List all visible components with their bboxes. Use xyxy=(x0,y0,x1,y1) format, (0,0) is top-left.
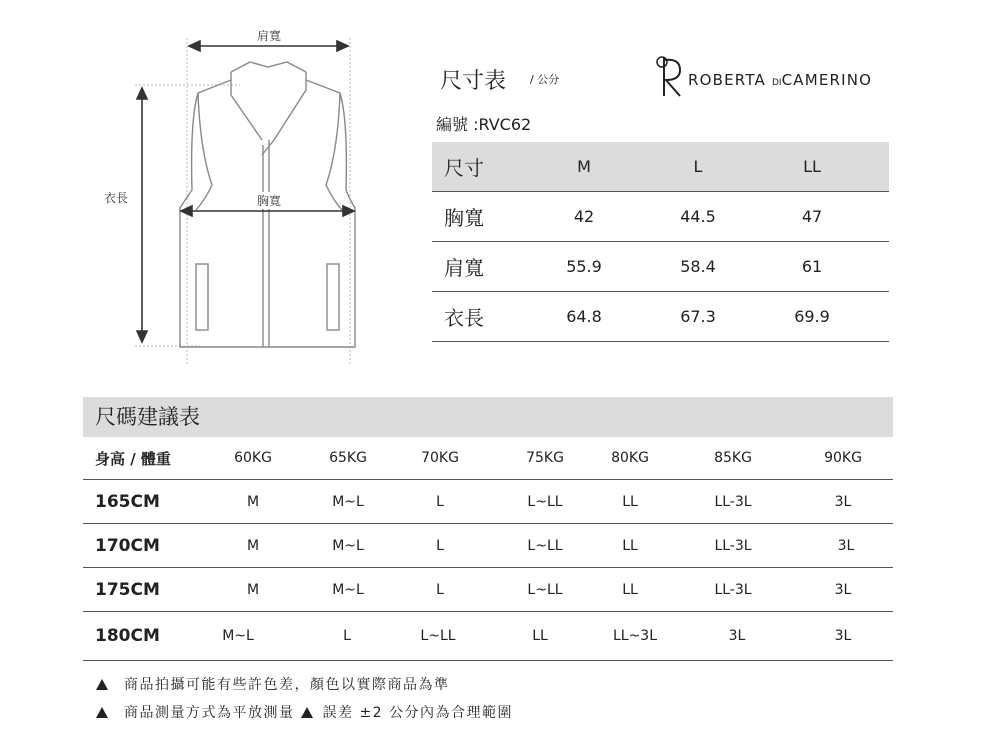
cell: M xyxy=(246,537,260,554)
recommend-title-bar xyxy=(83,397,893,437)
cell: 69.9 xyxy=(794,307,830,326)
cell: M~L xyxy=(332,537,364,554)
cell: L~LL xyxy=(527,581,563,598)
header-cell: 80KG xyxy=(611,450,649,466)
size-header-label: 尺寸 xyxy=(444,156,484,180)
cell: M~L xyxy=(332,581,364,598)
brand-name xyxy=(688,71,872,89)
note-line-2 xyxy=(96,702,513,722)
cell: L xyxy=(436,537,444,554)
recommend-header-row xyxy=(83,437,893,480)
brand-di: DI xyxy=(771,78,782,88)
cell: LL-3L xyxy=(714,537,752,554)
cell: L~LL xyxy=(527,493,563,510)
note-line-1 xyxy=(96,674,450,694)
brand-logo-icon xyxy=(652,52,686,102)
cell: L xyxy=(343,628,351,644)
cell: L xyxy=(436,581,444,598)
size-header-l: L xyxy=(693,157,703,176)
table-row xyxy=(83,524,893,568)
row-label: 衣長 xyxy=(444,306,484,330)
cell: 3L xyxy=(837,537,855,554)
size-table-header xyxy=(432,142,889,192)
size-row-length xyxy=(432,292,889,342)
vest-diagram xyxy=(90,20,380,370)
product-code: 編號 :RVC62 xyxy=(436,115,532,134)
cell: 42 xyxy=(573,207,595,226)
cell: 3L xyxy=(728,628,746,644)
triangle-icon xyxy=(96,679,108,690)
size-header-ll: LL xyxy=(803,157,821,176)
cell: LL~3L xyxy=(612,628,658,644)
cell: 47 xyxy=(801,207,823,226)
row-label: 165CM xyxy=(95,491,160,512)
cell: 55.9 xyxy=(566,257,602,276)
row-label: 175CM xyxy=(95,579,160,600)
cell: LL xyxy=(622,493,638,510)
row-label: 肩寬 xyxy=(444,256,484,280)
table-row xyxy=(83,612,893,661)
cell: M~L xyxy=(332,493,364,510)
size-chart-title: 尺寸表 xyxy=(440,69,507,94)
cell: L~LL xyxy=(527,537,563,554)
row-label: 胸寬 xyxy=(444,206,484,230)
brand-part2: CAMERINO xyxy=(781,71,873,89)
chest-label: 胸寬 xyxy=(257,194,282,208)
cell: 44.5 xyxy=(680,207,716,226)
cell: LL-3L xyxy=(714,581,752,598)
size-row-chest xyxy=(432,192,889,242)
cell: LL xyxy=(622,581,638,598)
header-cell: 65KG xyxy=(329,450,367,466)
row-label: 170CM xyxy=(95,535,160,556)
cell: L~LL xyxy=(420,628,456,644)
header-cell: 70KG xyxy=(421,450,459,466)
size-table xyxy=(432,142,889,342)
note-text: 商品測量方式為平放測量 xyxy=(124,705,295,721)
size-row-shoulder xyxy=(432,242,889,292)
cell: M xyxy=(246,581,260,598)
cell: M xyxy=(246,493,260,510)
triangle-icon xyxy=(301,707,313,718)
triangle-icon xyxy=(96,707,108,718)
cell: M~L xyxy=(222,628,254,644)
cell: LL-3L xyxy=(714,493,752,510)
length-label: 衣長 xyxy=(104,191,129,205)
cell: 3L xyxy=(834,628,852,644)
recommend-title: 尺碼建議表 xyxy=(95,405,200,429)
size-header-m: M xyxy=(577,157,591,176)
shoulder-label: 肩寬 xyxy=(257,29,282,43)
header-cell: 60KG xyxy=(234,450,272,466)
cell: 67.3 xyxy=(680,307,716,326)
header-cell: 身高 / 體重 xyxy=(95,449,171,468)
cell: 61 xyxy=(801,257,823,276)
note-text: 誤差 ±2 公分內為合理範圍 xyxy=(322,705,514,721)
header-cell: 90KG xyxy=(824,450,862,466)
table-row xyxy=(83,480,893,524)
cell: LL xyxy=(622,537,638,554)
cell: 3L xyxy=(834,493,852,510)
recommend-table xyxy=(83,437,893,661)
unit-label: / 公分 xyxy=(530,73,560,86)
cell: 64.8 xyxy=(566,307,602,326)
cell: L xyxy=(436,493,444,510)
cell: 3L xyxy=(834,581,852,598)
brand-part1: ROBERTA xyxy=(688,71,766,89)
row-label: 180CM xyxy=(95,626,160,646)
header-cell: 75KG xyxy=(526,450,564,466)
note-text: 商品拍攝可能有些許色差，顏色以實際商品為準 xyxy=(124,677,450,693)
table-row xyxy=(83,568,893,612)
cell: 58.4 xyxy=(680,257,716,276)
header-cell: 85KG xyxy=(714,450,752,466)
cell: LL xyxy=(532,628,548,644)
